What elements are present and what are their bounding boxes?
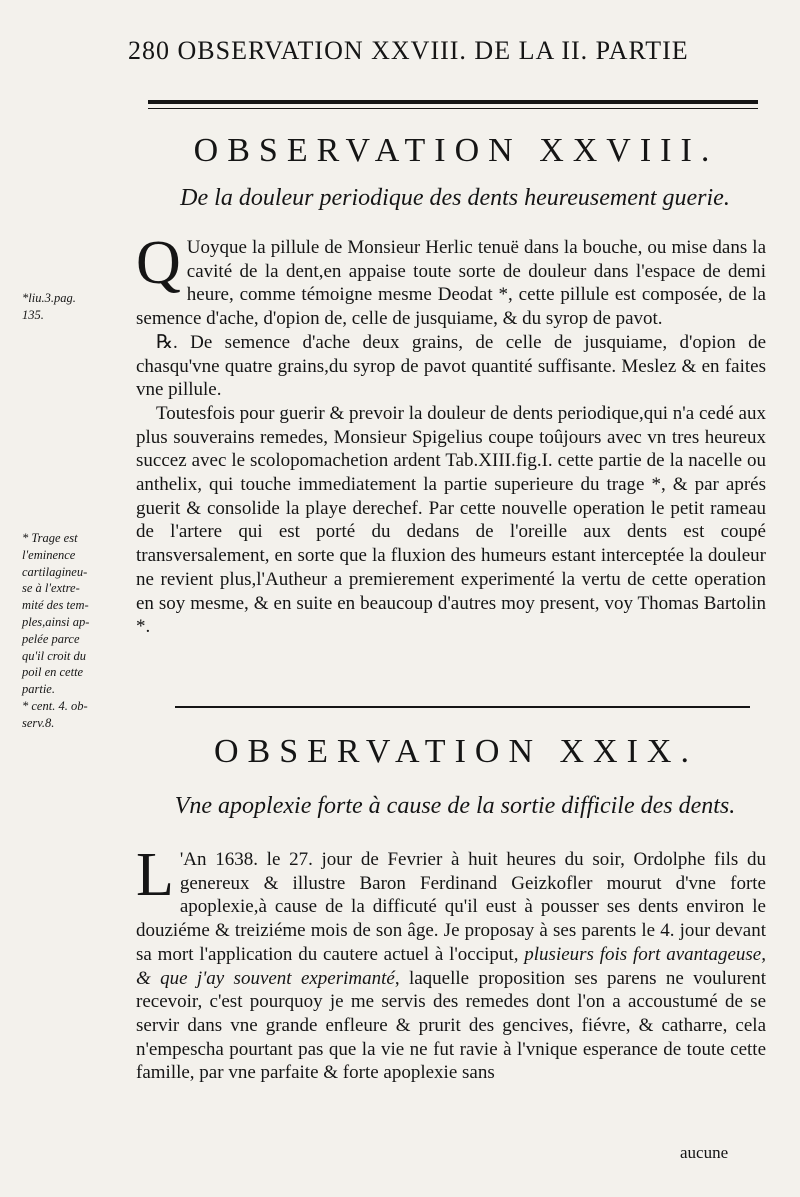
margin-note-2-line: serv.8.	[22, 715, 55, 730]
catchword: aucune	[680, 1143, 729, 1162]
observation-28-body	[136, 229, 766, 639]
header-rule-thin	[148, 108, 758, 109]
margin-note-1-line: 135.	[22, 307, 44, 322]
observation-29-subtitle: Vne apoplexie forte à cause de la sortie difficile des dents.	[174, 793, 736, 819]
obs28-paragraph-2: ℞. De semence d'ache deux grains, de celle de jusquiame, d'opion de chasqu'vne quatre grains,du syrop de pavot quantité suffisante. Meslez & en faites vne pillule.	[136, 331, 766, 401]
margin-note-2-line: partie.	[22, 682, 55, 697]
margin-note-2-line: poil en cette	[22, 665, 84, 680]
margin-note-2-line: * cent. 4. ob-	[22, 698, 88, 713]
margin-note-2-line: ples,ainsi ap-	[22, 614, 90, 629]
margin-note-2-line: mité des tem-	[22, 598, 89, 613]
header-rule-thick	[148, 100, 758, 104]
margin-note-2	[22, 530, 130, 732]
observation-29-title: OBSERVATION XXIX.	[213, 733, 698, 770]
margin-note-2-line: qu'il croit du	[22, 648, 87, 663]
margin-note-2-line: cartilagineu-	[22, 564, 88, 579]
running-head: 280 OBSERVATION XXVIII. DE LA II. PARTIE	[128, 36, 689, 65]
observation-29-body	[136, 841, 766, 1085]
margin-note-1-line: *liu.3.pag.	[22, 291, 76, 305]
obs29-p1-text-a: 'An 1638. le 27. jour de Fevrier à huit heures du soir, Ordolphe fils du genereux & illustre Baron Ferdinand Geizkofler mourut d'vne forte apoplexie,à cause de la difficuté qu'il eust à pousser ses dents environ le douziéme & treiziéme mois de son âge. Je proposay à ses parents le 4. jour devant sa mort l'application du cautere actuel à l'occiput,	[136, 849, 766, 965]
obs28-paragraph-1	[136, 229, 766, 331]
margin-note-2-line: * Trage est	[22, 531, 78, 545]
obs29-p1-italic: plusieurs fois fort avantageuse, & que j'ay souvent experimanté	[136, 943, 766, 989]
margin-note-2-line: pelée parce	[22, 631, 80, 646]
dropcap-q: Q	[136, 229, 181, 297]
observation-28-title: OBSERVATION XXVIII.	[193, 132, 719, 169]
margin-note-1	[22, 290, 130, 324]
obs29-paragraph-1	[136, 841, 766, 1085]
observation-28-subtitle: De la douleur periodique des dents heureusement guerie.	[180, 185, 730, 211]
margin-note-2-line: se à l'extre-	[22, 581, 80, 596]
margin-note-2-line: l'eminence	[22, 547, 76, 562]
obs29-p1-text-b: , laquelle proposition ses parens ne voulurent recevoir, c'est pourquoy je me servis des remedes dont l'on a accoustumé de se servir dans vne grande enfleure & prurit des gencives, fiévre, & catharre, cela n'empescha pourtant pas que la vie ne fut ravie à l'vnique esperance de toute cette famille, par vne parfaite & forte apoplexie sans	[136, 967, 766, 1084]
dropcap-l: L	[136, 841, 174, 909]
section-divider-rule	[175, 706, 750, 708]
obs28-p1-text: Uoyque la pillule de Monsieur Herlic tenuë dans la bouche, ou mise dans la cavité de la dent,en appaise toute sorte de douleur dans l'espace de demi heure, comme témoigne mesme Deodat *, cette pillule est composée, de la semence d'ache, d'opion de, celle de jusquiame, & du syrop de pavot.	[136, 237, 766, 330]
obs28-paragraph-3: Toutesfois pour guerir & prevoir la douleur de dents periodique,qui n'a cedé aux plus souverains remedes, Monsieur Spigelius coupe toûjours avec vn tres heureux succez avec le scolopomachetion ardent Tab.XIII.fig.I. cette partie de la nacelle ou anthelix, qui touche immediatement la partie superieure du trage *, & par aprés guerit & consolide la playe derechef. Par cette nouvelle operation le petit rameau de l'artere qui est porté du dedans de l'oreille aux dents est coupé transversalement, en sorte que la fluxion des humeurs estant interceptée la douleur ne revient plus,l'Autheur a premierement experimenté la vertu de cette operation en soy mesme, & en suite en beaucoup d'autres moy present, voy Thomas Bartolin *.	[136, 402, 766, 638]
